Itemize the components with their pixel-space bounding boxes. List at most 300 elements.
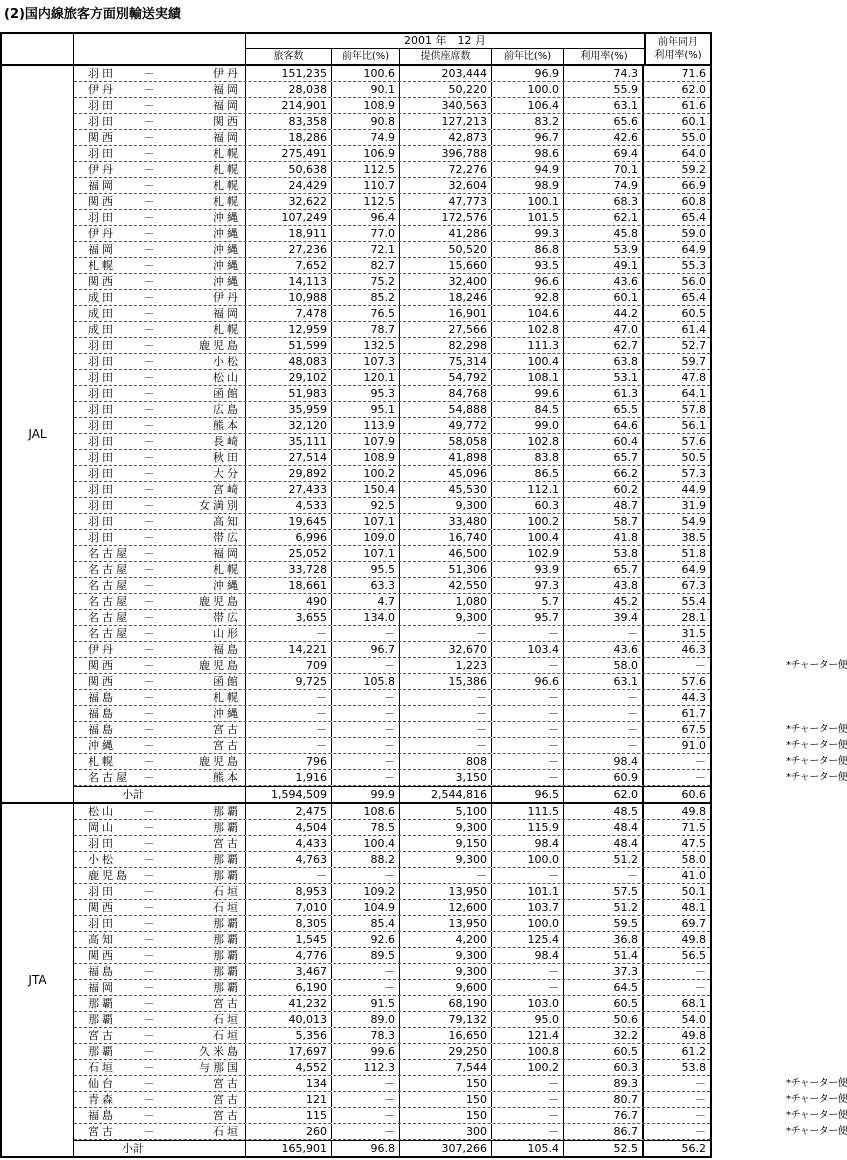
passengers-yoy-cell: 95.1 [332,402,400,417]
table-row [74,594,710,610]
prev-year-load-cell: － [695,755,706,768]
route-dash: － [143,147,155,160]
route-origin: 鹿児島 [88,869,130,882]
seats-cell: 42,550 [400,578,492,593]
seats-yoy-cell: 100.2 [492,514,564,529]
prev-year-load-cell: 47.8 [681,371,706,384]
seats-yoy-cell: － [492,1108,564,1123]
route-dash: － [143,195,155,208]
table-row [74,242,710,258]
passengers-cell: 1,545 [246,932,332,947]
route-destination: 小松 [213,355,241,368]
seats-cell: 9,300 [400,498,492,513]
table-row [74,114,710,130]
route-cell [74,162,246,177]
prev-year-load-cell: 57.8 [681,403,706,416]
seats-cell: － [400,722,492,737]
route-origin: 宮古 [88,1029,116,1042]
route-dash: － [143,259,155,272]
airline-label: JTA [2,804,74,1156]
seats-cell: 9,150 [400,836,492,851]
passengers-yoy-cell: 90.8 [332,114,400,129]
prev-year-load-cell: － [695,771,706,784]
prev-year-load-cell: 64.0 [681,147,706,160]
load-factor-cell: 45.2 [564,594,644,609]
passengers-cell: 5,356 [246,1028,332,1043]
table-row [74,642,710,658]
route-cell [74,916,246,931]
route-origin: 福島 [88,965,116,978]
prev-year-load-cell: 64.1 [681,387,706,400]
seats-cell: 1,223 [400,658,492,673]
seats-yoy-cell: 100.0 [492,82,564,97]
route-destination: 鹿児島 [199,659,241,672]
route-destination: 石垣 [213,901,241,914]
passengers-cell: 7,652 [246,258,332,273]
passengers-cell: 134 [246,1076,332,1091]
load-factor-cell: 98.4 [564,754,644,769]
route-destination: 高知 [213,515,241,528]
route-cell [74,852,246,867]
seats-cell: 41,898 [400,450,492,465]
passengers-yoy-cell: 100.6 [332,66,400,81]
route-cell [74,322,246,337]
route-origin: 石垣 [88,1061,116,1074]
prev-year-load-cell: － [695,659,706,672]
seats-cell: 150 [400,1092,492,1107]
table-row [74,530,710,546]
route-destination: 札幌 [213,179,241,192]
route-origin: 伊丹 [88,163,116,176]
route-dash: － [143,1125,155,1138]
table-row [74,932,710,948]
load-factor-cell: 60.9 [564,770,644,785]
table-row [74,1012,710,1028]
passengers-yoy-cell: 92.6 [332,932,400,947]
route-origin: 羽田 [88,515,116,528]
seats-yoy-cell: 96.6 [492,274,564,289]
passengers-yoy-cell: － [332,1108,400,1123]
passengers-yoy-cell: 63.3 [332,578,400,593]
seats-cell: 12,600 [400,900,492,915]
route-origin: 福岡 [88,179,116,192]
seats-cell: 27,566 [400,322,492,337]
route-cell [74,754,246,769]
charter-note: *チャーター便 [786,660,847,671]
route-destination: 札幌 [213,563,241,576]
passengers-cell: 14,113 [246,274,332,289]
route-cell [74,114,246,129]
header-load-factor: 利用率(%) [580,51,628,62]
route-cell [74,274,246,289]
seats-yoy-cell: 92.8 [492,290,564,305]
load-factor-cell: 70.1 [564,162,644,177]
prev-year-load-cell: 57.3 [681,467,706,480]
load-factor-cell: － [564,706,644,721]
route-dash: － [143,1045,155,1058]
route-origin: 羽田 [88,419,116,432]
prev-year-load-cell: 60.1 [681,115,706,128]
seats-cell: 82,298 [400,338,492,353]
route-dash: － [143,387,155,400]
load-factor-cell: 36.8 [564,932,644,947]
seats-cell: 50,220 [400,82,492,97]
route-cell [74,242,246,257]
route-destination: 長崎 [213,435,241,448]
charter-note: *チャーター便 [786,1110,847,1121]
route-dash: － [143,451,155,464]
load-factor-cell: 57.5 [564,884,644,899]
seats-yoy-cell: 98.4 [492,836,564,851]
seats-cell: 172,576 [400,210,492,225]
route-cell [74,642,246,657]
passengers-cell: 51,599 [246,338,332,353]
route-dash: － [143,885,155,898]
load-factor-cell: 65.7 [564,562,644,577]
passengers-yoy-cell: － [332,754,400,769]
prev-year-load-cell: 49.8 [681,933,706,946]
table-row [74,706,710,722]
seats-yoy-cell: 100.0 [492,852,564,867]
load-factor-cell: 43.6 [564,274,644,289]
load-factor-cell: 76.7 [564,1108,644,1123]
route-destination: 札幌 [213,691,241,704]
passengers-yoy-cell: 132.5 [332,338,400,353]
seats-yoy-cell: 93.9 [492,562,564,577]
passengers-yoy-cell: 112.5 [332,194,400,209]
route-destination: 大分 [213,467,241,480]
subtotal-passengers: 1,594,509 [246,787,332,802]
seats-yoy-cell: 102.8 [492,434,564,449]
passengers-yoy-cell: 100.4 [332,836,400,851]
seats-cell: － [400,868,492,883]
route-dash: － [143,837,155,850]
seats-yoy-cell: 103.4 [492,642,564,657]
route-cell [74,370,246,385]
table-row [74,226,710,242]
route-destination: 久米島 [199,1045,241,1058]
passengers-cell: － [246,722,332,737]
passengers-yoy-cell: 88.2 [332,852,400,867]
route-dash: － [143,435,155,448]
table-row [74,402,710,418]
seats-cell: 396,788 [400,146,492,161]
seats-yoy-cell: 100.2 [492,1060,564,1075]
route-cell [74,690,246,705]
load-factor-cell: 43.8 [564,578,644,593]
route-origin: 羽田 [88,67,116,80]
table-row [74,482,710,498]
table-row [74,514,710,530]
prev-year-load-cell: 56.5 [681,949,706,962]
load-factor-cell: 42.6 [564,130,644,145]
subtotal-label-2: 計 [133,1142,144,1155]
route-destination: 松山 [213,371,241,384]
route-dash: － [143,499,155,512]
table-row [74,210,710,226]
load-factor-cell: 55.9 [564,82,644,97]
route-destination: 宮古 [213,997,241,1010]
prev-year-load-cell: 28.1 [681,611,706,624]
charter-note: *チャーター便 [786,772,847,783]
table-row [74,146,710,162]
seats-yoy-cell: 83.2 [492,114,564,129]
route-cell [74,210,246,225]
passengers-yoy-cell: － [332,690,400,705]
route-cell [74,98,246,113]
prev-year-load-cell: 49.8 [681,1029,706,1042]
seats-cell: 300 [400,1124,492,1139]
route-cell [74,804,246,819]
route-destination: 函館 [213,675,241,688]
prev-year-load-cell: 55.0 [681,131,706,144]
route-origin: 羽田 [88,917,116,930]
route-cell [74,418,246,433]
passengers-cell: － [246,690,332,705]
seats-cell: 32,604 [400,178,492,193]
seats-cell: 3,150 [400,770,492,785]
route-origin: 関西 [88,275,116,288]
passengers-yoy-cell: 100.2 [332,466,400,481]
table-row [74,868,710,884]
route-destination: 沖縄 [213,275,241,288]
passengers-yoy-cell: 96.4 [332,210,400,225]
passengers-cell: 32,622 [246,194,332,209]
seats-cell: 18,246 [400,290,492,305]
route-cell [74,562,246,577]
table-row [74,980,710,996]
prev-year-load-cell: － [695,1077,706,1090]
seats-yoy-cell: － [492,770,564,785]
table-row [74,338,710,354]
route-dash: － [143,243,155,256]
route-dash: － [143,227,155,240]
passengers-yoy-cell: 74.9 [332,130,400,145]
seats-yoy-cell: － [492,738,564,753]
route-origin: 羽田 [88,435,116,448]
table-row [74,916,710,932]
passengers-cell: 260 [246,1124,332,1139]
route-destination: 宮古 [213,837,241,850]
table-row [74,354,710,370]
seats-cell: 9,300 [400,852,492,867]
route-origin: 松山 [88,805,116,818]
table-body [2,66,847,1156]
seats-cell: 150 [400,1076,492,1091]
route-destination: 石垣 [213,1029,241,1042]
passengers-cell: 51,983 [246,386,332,401]
route-dash: － [143,563,155,576]
route-origin: 名古屋 [88,627,130,640]
route-dash: － [143,275,155,288]
route-origin: 小松 [88,853,116,866]
table-row [74,434,710,450]
load-factor-cell: 53.9 [564,242,644,257]
route-destination: 那覇 [213,853,241,866]
passengers-yoy-cell: － [332,964,400,979]
seats-yoy-cell: 104.6 [492,306,564,321]
seats-yoy-cell: 121.4 [492,1028,564,1043]
seats-yoy-cell: 94.9 [492,162,564,177]
seats-yoy-cell: 101.1 [492,884,564,899]
subtotal-label-1: 小 [122,1142,133,1155]
route-dash: － [143,355,155,368]
seats-cell: 45,096 [400,466,492,481]
route-dash: － [143,933,155,946]
route-origin: 関西 [88,949,116,962]
seats-yoy-cell: 102.9 [492,546,564,561]
route-destination: 石垣 [213,1125,241,1138]
load-factor-cell: 50.6 [564,1012,644,1027]
load-factor-cell: 51.2 [564,900,644,915]
seats-yoy-cell: － [492,868,564,883]
route-dash: － [143,211,155,224]
prev-year-load-cell: 59.0 [681,227,706,240]
passengers-yoy-cell: 4.7 [332,594,400,609]
prev-year-load-cell: － [695,1125,706,1138]
table-row [74,162,710,178]
seats-cell: 9,300 [400,820,492,835]
route-destination: 鹿児島 [199,339,241,352]
load-factor-cell: 58.7 [564,514,644,529]
load-factor-cell: 80.7 [564,1092,644,1107]
table-row [74,546,710,562]
route-cell [74,338,246,353]
seats-yoy-cell: 101.5 [492,210,564,225]
passengers-yoy-cell: 77.0 [332,226,400,241]
passengers-yoy-cell: － [332,1124,400,1139]
prev-year-load-cell: － [695,1109,706,1122]
passengers-yoy-cell: 107.1 [332,514,400,529]
route-dash: － [143,323,155,336]
route-origin: 宮古 [88,1125,116,1138]
header-passengers: 旅客数 [246,49,332,65]
seats-cell: 32,400 [400,274,492,289]
load-factor-cell: 60.5 [564,1044,644,1059]
route-destination: 石垣 [213,885,241,898]
route-dash: － [143,83,155,96]
route-destination: 熊本 [213,419,241,432]
header-prev-year [646,34,710,64]
table-row [74,274,710,290]
seats-yoy-cell: 98.9 [492,178,564,193]
load-factor-cell: 53.8 [564,546,644,561]
seats-cell: 51,306 [400,562,492,577]
route-origin: 羽田 [88,211,116,224]
passengers-cell: 32,120 [246,418,332,433]
seats-yoy-cell: － [492,722,564,737]
route-origin: 関西 [88,131,116,144]
passengers-yoy-cell: 112.5 [332,162,400,177]
route-cell [74,964,246,979]
passengers-yoy-cell: － [332,626,400,641]
passengers-yoy-cell: 85.4 [332,916,400,931]
passengers-cell: 17,697 [246,1044,332,1059]
table-header [2,34,710,66]
prev-year-load-cell: 67.3 [681,579,706,592]
route-cell [74,610,246,625]
passengers-cell: 40,013 [246,1012,332,1027]
seats-cell: 150 [400,1108,492,1123]
seats-cell: 9,300 [400,964,492,979]
prev-year-load-cell: 66.9 [681,179,706,192]
prev-year-load-cell: 53.8 [681,1061,706,1074]
route-origin: 成田 [88,323,116,336]
load-factor-cell: 60.1 [564,290,644,305]
table-row [74,610,710,626]
route-dash: － [143,981,155,994]
airline-block [2,804,847,1156]
seats-cell: 41,286 [400,226,492,241]
seats-cell: － [400,738,492,753]
prev-year-load-cell: 56.0 [681,275,706,288]
seats-cell: － [400,690,492,705]
table-row [74,98,710,114]
route-cell [74,82,246,97]
seats-cell: 84,768 [400,386,492,401]
subtotal-load-factor: 52.5 [564,1141,644,1156]
route-origin: 名古屋 [88,611,130,624]
seats-yoy-cell: － [492,980,564,995]
route-cell [74,226,246,241]
route-origin: 福岡 [88,981,116,994]
load-factor-cell: 65.5 [564,402,644,417]
seats-yoy-cell: － [492,1092,564,1107]
passengers-yoy-cell: 108.9 [332,98,400,113]
seats-yoy-cell: 100.4 [492,530,564,545]
load-factor-cell: － [564,626,644,641]
prev-year-load-cell: 49.8 [681,805,706,818]
prev-year-load-cell: 60.5 [681,307,706,320]
route-destination: 札幌 [213,163,241,176]
prev-year-load-cell: 50.5 [681,451,706,464]
prev-year-load-cell: 69.7 [681,917,706,930]
subtotal-row [74,1140,710,1156]
seats-yoy-cell: 111.5 [492,804,564,819]
table-row [74,626,710,642]
load-factor-cell: 62.1 [564,210,644,225]
passengers-yoy-cell: － [332,868,400,883]
table-row [74,852,710,868]
route-dash: － [143,853,155,866]
route-origin: 関西 [88,675,116,688]
passengers-yoy-cell: 107.3 [332,354,400,369]
charter-note: *チャーター便 [786,1094,847,1105]
seats-cell: 75,314 [400,354,492,369]
passengers-yoy-cell: 112.3 [332,1060,400,1075]
route-origin: 福島 [88,723,116,736]
route-origin: 羽田 [88,499,116,512]
passengers-yoy-cell: 85.2 [332,290,400,305]
route-dash: － [143,371,155,384]
prev-year-load-cell: 64.9 [681,243,706,256]
seats-yoy-cell: 103.0 [492,996,564,1011]
route-destination: 石垣 [213,1013,241,1026]
prev-year-load-cell: 59.2 [681,163,706,176]
load-factor-cell: 66.2 [564,466,644,481]
header-prev-line1: 前年同月 [658,37,698,48]
prev-year-load-cell: － [695,965,706,978]
table-row [74,66,710,82]
route-destination: 福岡 [213,547,241,560]
route-cell [74,402,246,417]
route-dash: － [143,691,155,704]
subtotal-prev-year-load: 56.2 [681,1142,706,1155]
passengers-yoy-cell: 108.9 [332,450,400,465]
table-row [74,290,710,306]
route-destination: 秋田 [213,451,241,464]
route-dash: － [143,1061,155,1074]
